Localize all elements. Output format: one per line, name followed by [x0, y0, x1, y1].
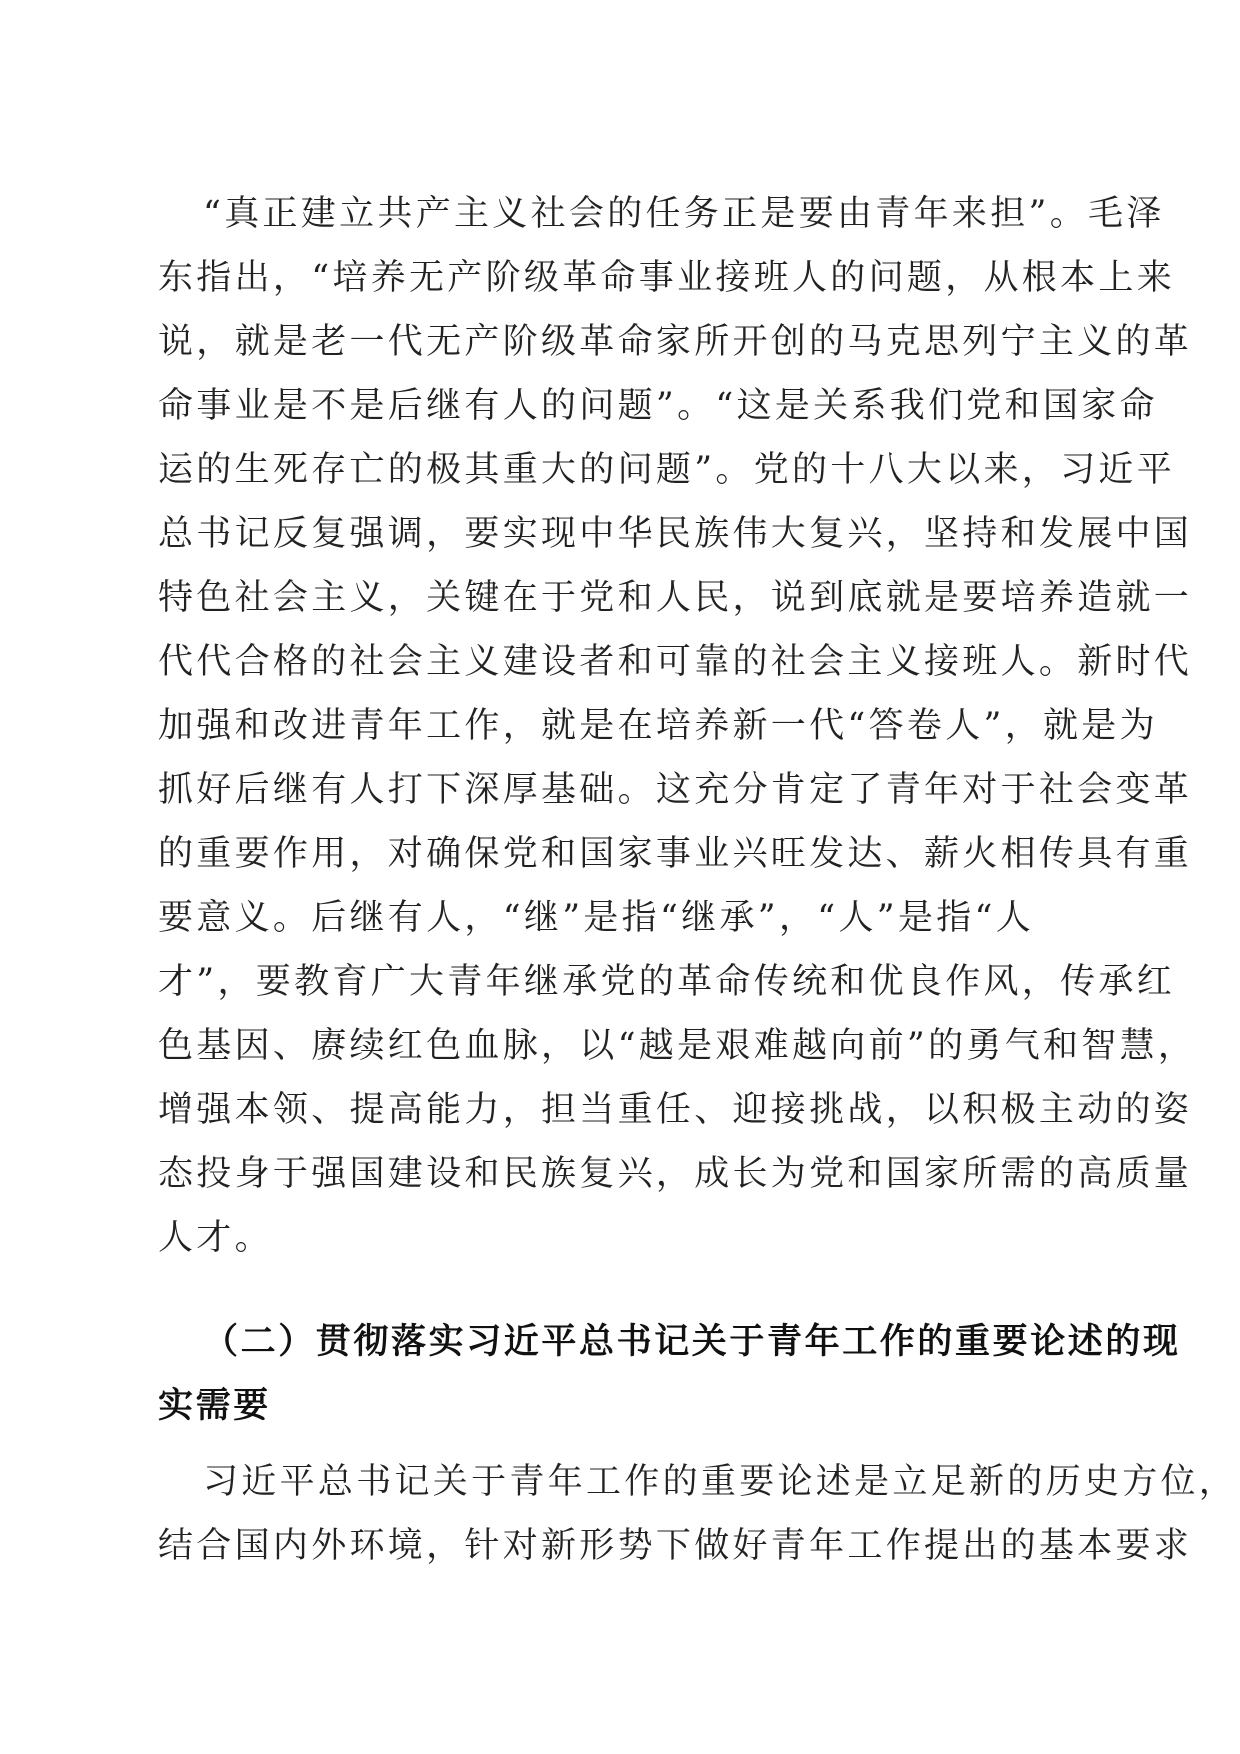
body-paragraph-2	[158, 1450, 1238, 1578]
text-line: “真正建立共产主义社会的任务正是要由青年来担”。毛泽	[203, 194, 1165, 234]
text-line: 总书记反复强调，要实现中华民族伟大复兴，坚持和发展中国	[158, 514, 1193, 554]
text-line: 态投身于强国建设和民族复兴，成长为党和国家所需的高质量	[158, 1154, 1193, 1194]
text-line: 结合国内外环境，针对新形势下做好青年工作提出的基本要求	[158, 1526, 1193, 1566]
text-line: 抓好后继有人打下深厚基础。这充分肯定了青年对于社会变革	[158, 770, 1193, 810]
text-line: 加强和改进青年工作，就是在培养新一代“答卷人”，就是为	[158, 706, 1158, 746]
text-line: 运的生死存亡的极其重大的问题”。党的十八大以来，习近平	[158, 450, 1175, 490]
text-line: 命事业是不是后继有人的问题”。“这是关系我们党和国家命	[158, 386, 1158, 426]
heading-line: （二）贯彻落实习近平总书记关于青年工作的重要论述的现	[203, 1322, 1181, 1362]
heading-line: 实需要	[158, 1386, 271, 1426]
text-line: 才”，要教育广大青年继承党的革命传统和优良作风，传承红	[158, 962, 1175, 1002]
text-line: 色基因、赓续红色血脉，以“越是艰难越向前”的勇气和智慧，	[158, 1026, 1197, 1066]
text-line: 东指出，“培养无产阶级革命事业接班人的问题，从根本上来	[158, 258, 1175, 298]
section-heading	[158, 1310, 1181, 1438]
text-line: 增强本领、提高能力，担当重任、迎接挑战，以积极主动的姿	[158, 1090, 1193, 1130]
text-line: 特色社会主义，关键在于党和人民，说到底就是要培养造就一	[158, 578, 1193, 618]
text-line: 人才。	[158, 1218, 273, 1258]
body-paragraph-1	[158, 182, 1197, 1270]
text-line: 说，就是老一代无产阶级革命家所开创的马克思列宁主义的革	[158, 322, 1193, 362]
text-line: 习近平总书记关于青年工作的重要论述是立足新的历史方位，	[203, 1462, 1238, 1502]
text-line: 的重要作用，对确保党和国家事业兴旺发达、薪火相传具有重	[158, 834, 1193, 874]
text-line: 要意义。后继有人，“继”是指“继承”，“人”是指“人	[158, 898, 1035, 938]
text-line: 代代合格的社会主义建设者和可靠的社会主义接班人。新时代	[158, 642, 1193, 682]
